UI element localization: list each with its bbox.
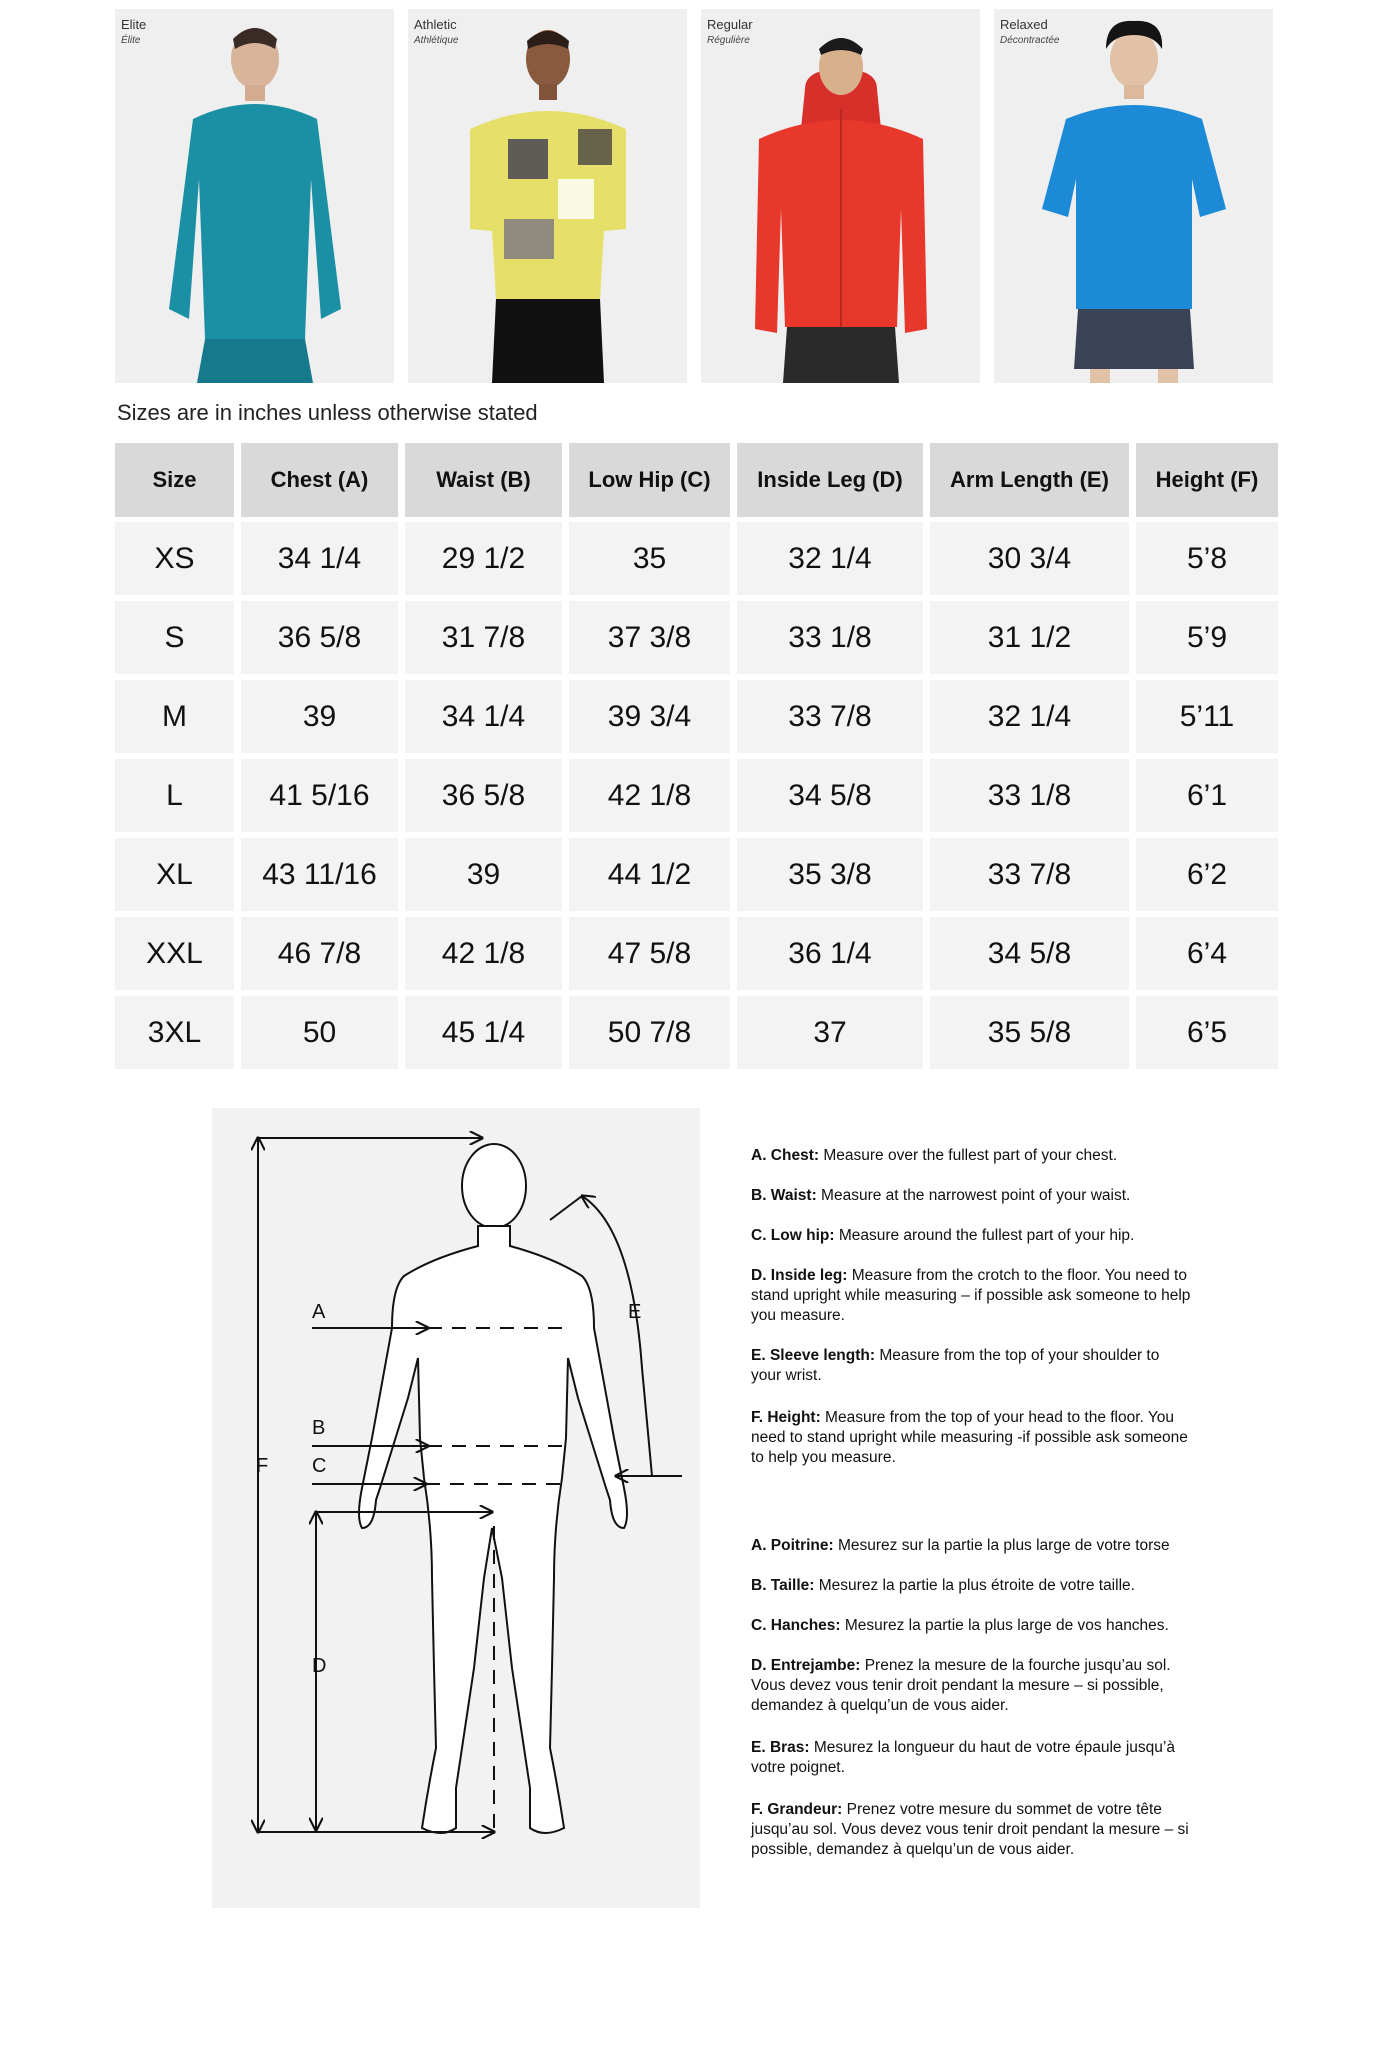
instruction-label: A. Poitrine:	[751, 1537, 834, 1554]
instruction-text: Measure over the fullest part of your chest.	[819, 1147, 1118, 1164]
table-row	[115, 680, 1278, 759]
instruction-text: Mesurez la partie la plus large de vos hanches.	[840, 1617, 1169, 1634]
cell-height: 5’11	[1136, 680, 1278, 759]
cell-inside-leg: 36 1/4	[737, 917, 930, 996]
cell-size: XS	[115, 522, 241, 601]
instruction-chest	[751, 1146, 1191, 1166]
size-table	[115, 443, 1278, 1075]
diagram-label-f: F	[256, 1455, 269, 1477]
instruction-label: C. Hanches:	[751, 1617, 841, 1634]
fit-card-athletic	[408, 9, 687, 383]
cell-height: 5’8	[1136, 522, 1278, 601]
table-row	[115, 838, 1278, 917]
cell-waist: 45 1/4	[405, 996, 569, 1075]
instruction-poitrine	[751, 1536, 1191, 1556]
fit-name-fr: Régulière	[707, 35, 750, 46]
header-chest: Chest (A)	[241, 443, 405, 522]
diagram-label-d: D	[312, 1655, 327, 1677]
cell-low-hip: 50 7/8	[569, 996, 737, 1075]
cell-height: 6’4	[1136, 917, 1278, 996]
cell-inside-leg: 33 1/8	[737, 601, 930, 680]
fit-name-fr: Athlétique	[414, 35, 459, 46]
instruction-hanches	[751, 1616, 1191, 1636]
cell-chest: 43 11/16	[241, 838, 405, 917]
cell-low-hip: 42 1/8	[569, 759, 737, 838]
fit-name: Athletic	[414, 17, 457, 32]
header-low-hip: Low Hip (C)	[569, 443, 737, 522]
cell-height: 6’5	[1136, 996, 1278, 1075]
instruction-text: Mesurez sur la partie la plus large de votre torse	[833, 1537, 1170, 1554]
instruction-text: Prenez la mesure de la fourche jusqu’au sol. Vous devez vous tenir droit pendant la mesure – si possible, demandez à quelqu’un de vous aider.	[751, 1657, 1171, 1714]
instruction-low-hip	[751, 1226, 1191, 1246]
cell-chest: 36 5/8	[241, 601, 405, 680]
fit-gallery	[115, 9, 1277, 383]
instruction-grandeur	[751, 1800, 1191, 1860]
table-row	[115, 917, 1278, 996]
cell-arm-length: 35 5/8	[930, 996, 1136, 1075]
instruction-label: D. Entrejambe:	[751, 1657, 861, 1674]
cell-size: XXL	[115, 917, 241, 996]
header-inside-leg: Inside Leg (D)	[737, 443, 930, 522]
fit-card-relaxed	[994, 9, 1273, 383]
fit-name: Relaxed	[1000, 17, 1048, 32]
instruction-text: Measure from the crotch to the floor. You need to stand upright while measuring – if possible ask someone to help you measure.	[751, 1267, 1191, 1324]
cell-height: 6’2	[1136, 838, 1278, 917]
cell-waist: 29 1/2	[405, 522, 569, 601]
cell-waist: 36 5/8	[405, 759, 569, 838]
instruction-text: Measure from the top of your head to the floor. You need to stand upright while measuring -if possible ask someone to help you measure.	[751, 1409, 1188, 1466]
header-arm-length: Arm Length (E)	[930, 443, 1136, 522]
body-outline-illustration	[212, 1108, 700, 1908]
cell-chest: 34 1/4	[241, 522, 405, 601]
cell-waist: 31 7/8	[405, 601, 569, 680]
cell-low-hip: 47 5/8	[569, 917, 737, 996]
cell-low-hip: 39 3/4	[569, 680, 737, 759]
instruction-label: E. Sleeve length:	[751, 1347, 876, 1364]
cell-chest: 39	[241, 680, 405, 759]
instruction-waist	[751, 1186, 1191, 1206]
cell-inside-leg: 34 5/8	[737, 759, 930, 838]
instruction-label: F. Grandeur:	[751, 1801, 843, 1818]
instruction-text: Mesurez la longueur du haut de votre épaule jusqu’à votre poignet.	[751, 1739, 1175, 1776]
cell-waist: 34 1/4	[405, 680, 569, 759]
instruction-height	[751, 1408, 1191, 1468]
cell-size: L	[115, 759, 241, 838]
header-waist: Waist (B)	[405, 443, 569, 522]
instruction-label: D. Inside leg:	[751, 1267, 848, 1284]
diagram-label-c: C	[312, 1455, 327, 1477]
fit-photo-relaxed	[994, 9, 1273, 383]
fit-card-regular	[701, 9, 980, 383]
fit-name: Regular	[707, 17, 753, 32]
cell-inside-leg: 33 7/8	[737, 680, 930, 759]
instruction-text: Measure around the fullest part of your hip.	[834, 1227, 1135, 1244]
diagram-label-e: E	[628, 1301, 642, 1323]
table-header-row	[115, 443, 1278, 522]
measurement-diagram	[212, 1108, 700, 1908]
header-height: Height (F)	[1136, 443, 1278, 522]
cell-size: M	[115, 680, 241, 759]
diagram-label-a: A	[312, 1301, 326, 1323]
instruction-inside-leg	[751, 1266, 1191, 1326]
cell-arm-length: 30 3/4	[930, 522, 1136, 601]
cell-height: 6’1	[1136, 759, 1278, 838]
cell-arm-length: 33 7/8	[930, 838, 1136, 917]
cell-arm-length: 31 1/2	[930, 601, 1136, 680]
instruction-sleeve-length	[751, 1346, 1191, 1386]
cell-arm-length: 33 1/8	[930, 759, 1136, 838]
instruction-text: Prenez votre mesure du sommet de votre tête jusqu’au sol. Vous devez vous tenir droit pendant la mesure – si possible, demandez à quelqu’un de vous aider.	[751, 1801, 1189, 1858]
cell-chest: 50	[241, 996, 405, 1075]
cell-size: 3XL	[115, 996, 241, 1075]
cell-waist: 39	[405, 838, 569, 917]
cell-chest: 46 7/8	[241, 917, 405, 996]
fit-name-fr: Élite	[121, 35, 141, 46]
fit-card-elite	[115, 9, 394, 383]
cell-size: S	[115, 601, 241, 680]
instruction-text: Measure at the narrowest point of your waist.	[816, 1187, 1131, 1204]
instruction-text: Measure from the top of your shoulder to your wrist.	[751, 1347, 1160, 1384]
cell-size: XL	[115, 838, 241, 917]
instruction-entrejambe	[751, 1656, 1191, 1716]
instruction-label: B. Taille:	[751, 1577, 815, 1594]
instruction-bras	[751, 1738, 1191, 1778]
cell-inside-leg: 35 3/8	[737, 838, 930, 917]
instruction-label: F. Height:	[751, 1409, 821, 1426]
cell-low-hip: 35	[569, 522, 737, 601]
instruction-text: Mesurez la partie la plus étroite de votre taille.	[814, 1577, 1135, 1594]
cell-low-hip: 37 3/8	[569, 601, 737, 680]
table-row	[115, 759, 1278, 838]
units-note: Sizes are in inches unless otherwise stated	[117, 400, 538, 425]
cell-chest: 41 5/16	[241, 759, 405, 838]
cell-inside-leg: 32 1/4	[737, 522, 930, 601]
cell-height: 5’9	[1136, 601, 1278, 680]
cell-waist: 42 1/8	[405, 917, 569, 996]
fit-photo-elite	[115, 9, 394, 383]
instruction-label: E. Bras:	[751, 1739, 810, 1756]
table-row	[115, 522, 1278, 601]
header-size: Size	[115, 443, 241, 522]
table-row	[115, 601, 1278, 680]
fit-photo-regular	[701, 9, 980, 383]
instruction-taille	[751, 1576, 1191, 1596]
cell-low-hip: 44 1/2	[569, 838, 737, 917]
fit-name: Elite	[121, 17, 147, 32]
fit-photo-athletic	[408, 9, 687, 383]
cell-arm-length: 32 1/4	[930, 680, 1136, 759]
cell-arm-length: 34 5/8	[930, 917, 1136, 996]
fit-name-fr: Décontractée	[1000, 35, 1060, 46]
instruction-label: C. Low hip:	[751, 1227, 835, 1244]
cell-inside-leg: 37	[737, 996, 930, 1075]
diagram-label-b: B	[312, 1417, 326, 1439]
instruction-label: B. Waist:	[751, 1187, 817, 1204]
instruction-label: A. Chest:	[751, 1147, 820, 1164]
table-row	[115, 996, 1278, 1075]
